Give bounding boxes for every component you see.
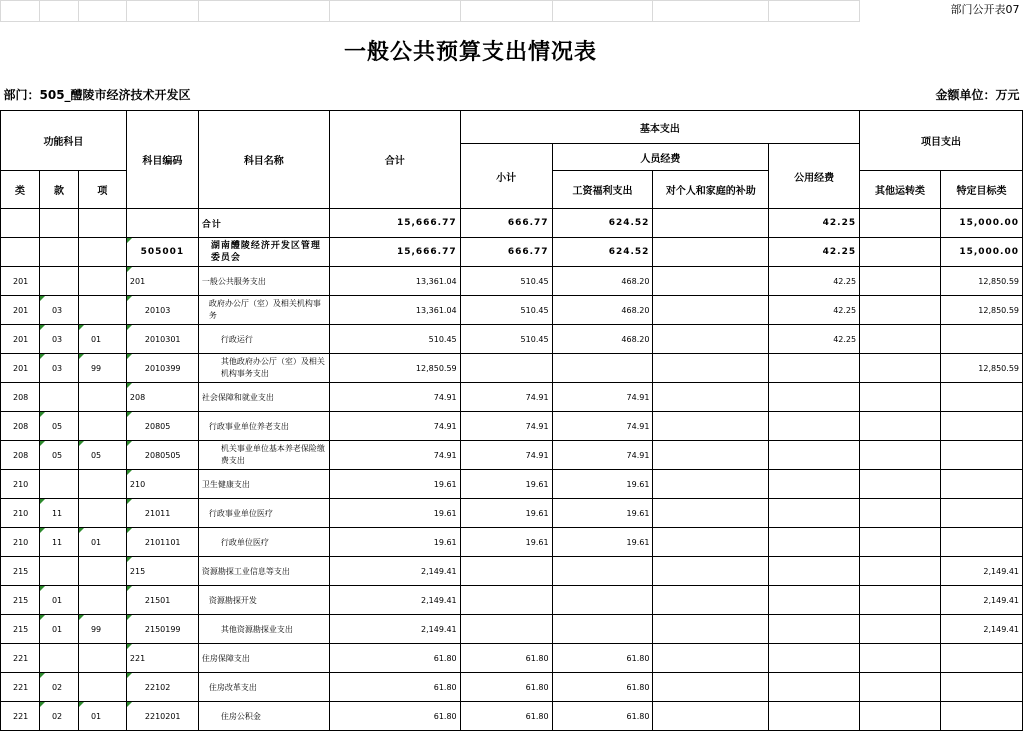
unit-label: 金额单位：万元 <box>935 87 1020 102</box>
cell-code: 2150199 <box>126 615 198 644</box>
cell-xiang: 99 <box>78 354 126 383</box>
cell-code: 20805 <box>126 412 198 441</box>
cell-name: 一般公共服务支出 <box>198 267 329 296</box>
cell-name: 资源勘探开发 <box>198 586 329 615</box>
cell-kuan: 05 <box>39 412 78 441</box>
cell-special <box>940 441 1022 470</box>
table-row <box>1 557 1023 586</box>
cell-kuan <box>39 644 78 673</box>
cell-public <box>769 644 860 673</box>
cell-name: 行政运行 <box>198 325 329 354</box>
cell-public <box>769 383 860 412</box>
cell-code: 208 <box>126 383 198 412</box>
cell-special <box>940 528 1022 557</box>
cell-special <box>940 673 1022 702</box>
cell-lei: 201 <box>1 354 40 383</box>
cell-kuan <box>39 470 78 499</box>
cell-other <box>860 586 941 615</box>
cell-kuan <box>39 267 78 296</box>
table-row <box>1 615 1023 644</box>
cell-lei: 221 <box>1 702 40 731</box>
special-target-header: 特定目标类 <box>940 171 1022 209</box>
cell-total: 61.80 <box>329 702 460 731</box>
cell-other <box>860 644 941 673</box>
kuan-header: 款 <box>39 171 78 209</box>
table-row <box>1 296 1023 325</box>
cell-lei: 210 <box>1 499 40 528</box>
cell-salary: 19.61 <box>552 470 653 499</box>
cell-public <box>769 354 860 383</box>
cell-kuan: 02 <box>39 673 78 702</box>
cell-name: 机关事业单位基本养老保险缴费支出 <box>198 441 329 470</box>
cell-salary <box>552 615 653 644</box>
cell-total: 74.91 <box>329 383 460 412</box>
cell-other <box>860 412 941 441</box>
cell-name: 住房改革支出 <box>198 673 329 702</box>
cell-subtotal <box>460 354 552 383</box>
cell-special <box>940 383 1022 412</box>
cell-kuan: 01 <box>39 615 78 644</box>
cell-salary <box>552 586 653 615</box>
cell-total: 13,361.04 <box>329 267 460 296</box>
cell-total: 12,850.59 <box>329 354 460 383</box>
dept-special: 15,000.00 <box>940 238 1022 267</box>
summary-row <box>1 209 1023 238</box>
cell-total: 13,361.04 <box>329 296 460 325</box>
cell-total: 61.80 <box>329 644 460 673</box>
dept-code: 505001 <box>126 238 198 267</box>
cell-subsidy <box>653 470 769 499</box>
cell-code: 210 <box>126 470 198 499</box>
cell-salary: 61.80 <box>552 644 653 673</box>
cell-xiang <box>78 296 126 325</box>
cell-special: 2,149.41 <box>940 557 1022 586</box>
cell-subtotal <box>460 557 552 586</box>
cell-lei: 201 <box>1 325 40 354</box>
cell-name: 住房保障支出 <box>198 644 329 673</box>
table-row <box>1 586 1023 615</box>
subsidy-header: 对个人和家庭的补助 <box>653 171 769 209</box>
cell-kuan: 05 <box>39 441 78 470</box>
basic-expenditure-header: 基本支出 <box>460 111 859 144</box>
cell-subsidy <box>653 412 769 441</box>
cell-code: 215 <box>126 557 198 586</box>
cell-lei: 201 <box>1 267 40 296</box>
salary-header: 工资福利支出 <box>552 171 653 209</box>
table-row <box>1 673 1023 702</box>
summary-subtotal: 666.77 <box>460 209 552 238</box>
cell-name: 行政事业单位养老支出 <box>198 412 329 441</box>
cell-salary: 468.20 <box>552 325 653 354</box>
table-row <box>1 412 1023 441</box>
cell-lei: 221 <box>1 644 40 673</box>
name-header: 科目名称 <box>198 111 329 209</box>
cell-name: 社会保障和就业支出 <box>198 383 329 412</box>
cell-subtotal <box>460 586 552 615</box>
cell-name: 住房公积金 <box>198 702 329 731</box>
cell-special: 2,149.41 <box>940 615 1022 644</box>
cell-code: 2101101 <box>126 528 198 557</box>
cell-special: 12,850.59 <box>940 296 1022 325</box>
cell-xiang <box>78 499 126 528</box>
department-label: 部门：505_醴陵市经济技术开发区 <box>3 87 191 102</box>
table-row <box>1 441 1023 470</box>
cell-other <box>860 528 941 557</box>
summary-public: 42.25 <box>769 209 860 238</box>
cell-total: 19.61 <box>329 470 460 499</box>
cell-special: 12,850.59 <box>940 267 1022 296</box>
cell-subtotal: 19.61 <box>460 470 552 499</box>
cell-subtotal: 19.61 <box>460 528 552 557</box>
summary-salary: 624.52 <box>552 209 653 238</box>
cell-salary: 19.61 <box>552 528 653 557</box>
cell-salary: 468.20 <box>552 296 653 325</box>
cell-kuan: 11 <box>39 499 78 528</box>
cell-xiang: 05 <box>78 441 126 470</box>
cell-other <box>860 673 941 702</box>
table-row <box>1 702 1023 731</box>
cell-kuan: 03 <box>39 296 78 325</box>
cell-subsidy <box>653 267 769 296</box>
cell-code: 22102 <box>126 673 198 702</box>
cell-total: 2,149.41 <box>329 615 460 644</box>
department-row <box>1 238 1023 267</box>
cell-subsidy <box>653 354 769 383</box>
cell-subsidy <box>653 296 769 325</box>
dept-subtotal: 666.77 <box>460 238 552 267</box>
cell-lei: 215 <box>1 586 40 615</box>
table-tag: 部门公开表07 <box>950 2 1020 16</box>
cell-kuan: 11 <box>39 528 78 557</box>
cell-salary: 61.80 <box>552 702 653 731</box>
table-row <box>1 499 1023 528</box>
cell-xiang: 99 <box>78 615 126 644</box>
cell-subsidy <box>653 644 769 673</box>
cell-public <box>769 586 860 615</box>
cell-name: 其他资源勘探业支出 <box>198 615 329 644</box>
cell-subtotal <box>460 615 552 644</box>
cell-public <box>769 702 860 731</box>
cell-public <box>769 528 860 557</box>
cell-subsidy <box>653 673 769 702</box>
dept-public: 42.25 <box>769 238 860 267</box>
cell-total: 61.80 <box>329 673 460 702</box>
table-row <box>1 383 1023 412</box>
cell-public <box>769 673 860 702</box>
cell-subsidy <box>653 557 769 586</box>
cell-special <box>940 325 1022 354</box>
cell-kuan <box>39 557 78 586</box>
cell-public <box>769 615 860 644</box>
cell-special: 12,850.59 <box>940 354 1022 383</box>
cell-xiang <box>78 644 126 673</box>
cell-subsidy <box>653 325 769 354</box>
cell-subsidy <box>653 383 769 412</box>
public-funds-header: 公用经费 <box>769 144 860 209</box>
cell-name: 卫生健康支出 <box>198 470 329 499</box>
table-row <box>1 354 1023 383</box>
cell-subtotal: 61.80 <box>460 673 552 702</box>
project-expenditure-header: 项目支出 <box>860 111 1023 171</box>
cell-kuan: 03 <box>39 354 78 383</box>
cell-subtotal: 74.91 <box>460 441 552 470</box>
cell-xiang <box>78 470 126 499</box>
cell-salary: 468.20 <box>552 267 653 296</box>
cell-special <box>940 470 1022 499</box>
cell-lei: 210 <box>1 470 40 499</box>
cell-salary: 74.91 <box>552 383 653 412</box>
cell-name: 行政事业单位医疗 <box>198 499 329 528</box>
cell-subtotal: 510.45 <box>460 267 552 296</box>
cell-xiang: 01 <box>78 325 126 354</box>
xiang-header: 项 <box>78 171 126 209</box>
cell-lei: 208 <box>1 412 40 441</box>
cell-kuan: 02 <box>39 702 78 731</box>
cell-other <box>860 267 941 296</box>
cell-other <box>860 702 941 731</box>
table-row <box>1 644 1023 673</box>
cell-subsidy <box>653 702 769 731</box>
cell-salary <box>552 354 653 383</box>
cell-public <box>769 470 860 499</box>
cell-other <box>860 557 941 586</box>
cell-xiang <box>78 383 126 412</box>
cell-code: 221 <box>126 644 198 673</box>
cell-code: 21011 <box>126 499 198 528</box>
cell-lei: 221 <box>1 673 40 702</box>
cell-other <box>860 325 941 354</box>
cell-total: 74.91 <box>329 412 460 441</box>
table-row <box>1 325 1023 354</box>
cell-code: 20103 <box>126 296 198 325</box>
cell-subtotal: 61.80 <box>460 702 552 731</box>
cell-public <box>769 499 860 528</box>
cell-other <box>860 470 941 499</box>
cell-xiang <box>78 557 126 586</box>
personnel-header: 人员经费 <box>552 144 769 171</box>
cell-xiang: 01 <box>78 702 126 731</box>
cell-subsidy <box>653 528 769 557</box>
summary-total: 15,666.77 <box>329 209 460 238</box>
cell-public <box>769 441 860 470</box>
cell-lei: 215 <box>1 615 40 644</box>
cell-special <box>940 499 1022 528</box>
top-blank-row <box>1 1 1023 22</box>
cell-other <box>860 383 941 412</box>
table-row <box>1 470 1023 499</box>
page-title: 一般公共预算支出情况表 <box>343 38 597 65</box>
table-body <box>1 267 1023 731</box>
cell-name: 资源勘探工业信息等支出 <box>198 557 329 586</box>
cell-lei: 215 <box>1 557 40 586</box>
cell-public: 42.25 <box>769 325 860 354</box>
total-header: 合计 <box>329 111 460 209</box>
cell-code: 2080505 <box>126 441 198 470</box>
cell-special <box>940 644 1022 673</box>
cell-subtotal: 74.91 <box>460 383 552 412</box>
cell-public <box>769 412 860 441</box>
cell-xiang <box>78 267 126 296</box>
code-header: 科目编码 <box>126 111 198 209</box>
cell-subsidy <box>653 499 769 528</box>
cell-special <box>940 412 1022 441</box>
summary-special: 15,000.00 <box>940 209 1022 238</box>
table-row <box>1 528 1023 557</box>
cell-subsidy <box>653 441 769 470</box>
cell-subtotal: 510.45 <box>460 296 552 325</box>
cell-salary: 19.61 <box>552 499 653 528</box>
subtotal-header: 小计 <box>460 144 552 209</box>
dept-salary: 624.52 <box>552 238 653 267</box>
cell-salary <box>552 557 653 586</box>
cell-public: 42.25 <box>769 267 860 296</box>
lei-header: 类 <box>1 171 40 209</box>
cell-other <box>860 499 941 528</box>
cell-salary: 61.80 <box>552 673 653 702</box>
cell-special <box>940 702 1022 731</box>
cell-xiang: 01 <box>78 528 126 557</box>
dept-total: 15,666.77 <box>329 238 460 267</box>
cell-other <box>860 441 941 470</box>
cell-name: 行政单位医疗 <box>198 528 329 557</box>
cell-subtotal: 510.45 <box>460 325 552 354</box>
cell-total: 19.61 <box>329 499 460 528</box>
cell-salary: 74.91 <box>552 441 653 470</box>
cell-total: 74.91 <box>329 441 460 470</box>
cell-total: 19.61 <box>329 528 460 557</box>
cell-code: 21501 <box>126 586 198 615</box>
dept-name: 湖南醴陵经济开发区管理委员会 <box>198 238 329 267</box>
cell-special: 2,149.41 <box>940 586 1022 615</box>
cell-xiang <box>78 586 126 615</box>
cell-subtotal: 74.91 <box>460 412 552 441</box>
cell-xiang <box>78 412 126 441</box>
cell-other <box>860 354 941 383</box>
cell-code: 2210201 <box>126 702 198 731</box>
cell-kuan <box>39 383 78 412</box>
cell-subsidy <box>653 615 769 644</box>
table-row <box>1 267 1023 296</box>
other-transfer-header: 其他运转类 <box>860 171 941 209</box>
cell-name: 其他政府办公厅（室）及相关机构事务支出 <box>198 354 329 383</box>
functional-subject-header: 功能科目 <box>1 111 127 171</box>
cell-public: 42.25 <box>769 296 860 325</box>
cell-total: 2,149.41 <box>329 586 460 615</box>
cell-public <box>769 557 860 586</box>
cell-total: 2,149.41 <box>329 557 460 586</box>
cell-lei: 208 <box>1 441 40 470</box>
cell-xiang <box>78 673 126 702</box>
cell-subtotal: 61.80 <box>460 644 552 673</box>
cell-lei: 201 <box>1 296 40 325</box>
cell-lei: 210 <box>1 528 40 557</box>
cell-lei: 208 <box>1 383 40 412</box>
cell-total: 510.45 <box>329 325 460 354</box>
cell-code: 2010399 <box>126 354 198 383</box>
cell-other <box>860 296 941 325</box>
cell-kuan: 03 <box>39 325 78 354</box>
cell-code: 201 <box>126 267 198 296</box>
cell-other <box>860 615 941 644</box>
cell-code: 2010301 <box>126 325 198 354</box>
cell-subsidy <box>653 586 769 615</box>
cell-salary: 74.91 <box>552 412 653 441</box>
cell-kuan: 01 <box>39 586 78 615</box>
cell-name: 政府办公厅（室）及相关机构事务 <box>198 296 329 325</box>
summary-label: 合计 <box>198 209 329 238</box>
cell-subtotal: 19.61 <box>460 499 552 528</box>
